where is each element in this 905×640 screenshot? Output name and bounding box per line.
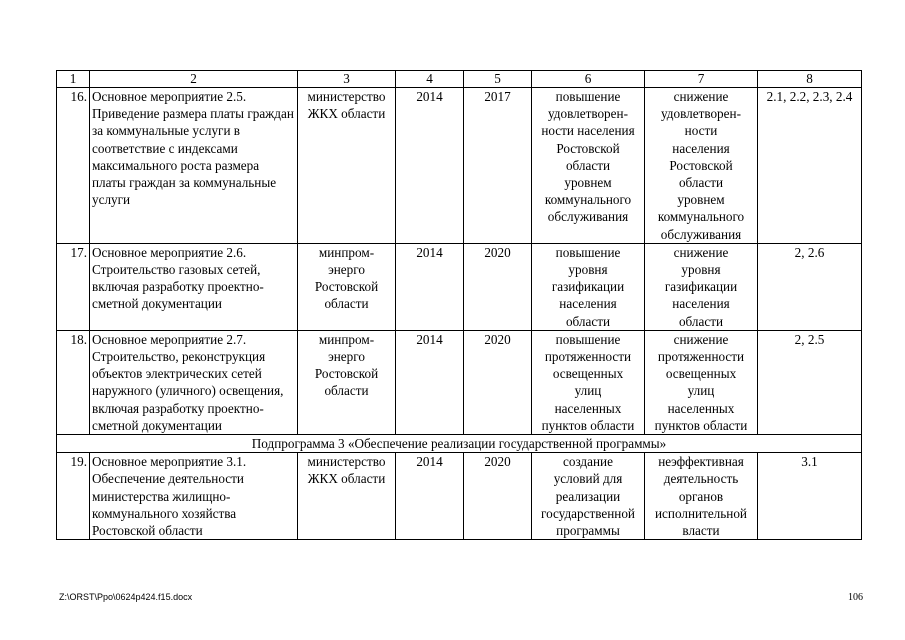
end-year: 2017 [464, 88, 532, 244]
responsible-executor: министерство ЖКХ области [298, 453, 396, 540]
responsible-executor: минпром- энерго Ростовской области [298, 330, 396, 434]
column-number: 7 [645, 71, 758, 88]
end-year: 2020 [464, 243, 532, 330]
non-implementation-consequence: снижение протяженности освещенных улиц населенных пунктов области [645, 330, 758, 434]
page-number: 106 [848, 592, 863, 603]
related-indicators: 3.1 [758, 453, 862, 540]
activity-name: Основное мероприятие 2.7. Строительство, реконструкция объектов электрических сетей наружного (уличного) освещения, включая разработку проектно-сметной документации [90, 330, 298, 434]
table-row [57, 453, 862, 540]
end-year: 2020 [464, 330, 532, 434]
table-row [57, 88, 862, 244]
column-number: 3 [298, 71, 396, 88]
table-row [57, 243, 862, 330]
column-number: 4 [396, 71, 464, 88]
column-number: 8 [758, 71, 862, 88]
activity-name: Основное мероприятие 3.1. Обеспечение деятельности министерства жилищно-коммунального хозяйства Ростовской области [90, 453, 298, 540]
column-number: 5 [464, 71, 532, 88]
column-number: 1 [57, 71, 90, 88]
column-number: 2 [90, 71, 298, 88]
start-year: 2014 [396, 88, 464, 244]
expected-result: создание условий для реализации государственной программы [532, 453, 645, 540]
document-file-path: Z:\ORST\Ppo\0624p424.f15.docx [59, 592, 193, 602]
related-indicators: 2.1, 2.2, 2.3, 2.4 [758, 88, 862, 244]
row-number: 18. [57, 330, 90, 434]
expected-result: повышение удовлетворен- ности населения Ростовской области уровнем коммунального обслуживания [532, 88, 645, 244]
start-year: 2014 [396, 330, 464, 434]
responsible-executor: министерство ЖКХ области [298, 88, 396, 244]
row-number: 17. [57, 243, 90, 330]
column-number: 6 [532, 71, 645, 88]
activity-name: Основное мероприятие 2.5. Приведение размера платы граждан за коммунальные услуги в соответствие с индексами максимального роста размера платы граждан за коммунальные услуги [90, 88, 298, 244]
subprogram-row [57, 435, 862, 453]
program-activities-table [56, 70, 862, 540]
non-implementation-consequence: неэффективная деятельность органов исполнительной власти [645, 453, 758, 540]
start-year: 2014 [396, 453, 464, 540]
row-number: 19. [57, 453, 90, 540]
related-indicators: 2, 2.5 [758, 330, 862, 434]
row-number: 16. [57, 88, 90, 244]
non-implementation-consequence: снижение удовлетворен- ности населения Ростовской области уровнем коммунального обслуживания [645, 88, 758, 244]
expected-result: повышение уровня газификации населения области [532, 243, 645, 330]
responsible-executor: минпром- энерго Ростовской области [298, 243, 396, 330]
subprogram-title: Подпрограмма 3 «Обеспечение реализации государственной программы» [57, 435, 862, 453]
end-year: 2020 [464, 453, 532, 540]
non-implementation-consequence: снижение уровня газификации населения области [645, 243, 758, 330]
related-indicators: 2, 2.6 [758, 243, 862, 330]
table-row [57, 330, 862, 434]
start-year: 2014 [396, 243, 464, 330]
expected-result: повышение протяженности освещенных улиц населенных пунктов области [532, 330, 645, 434]
activity-name: Основное мероприятие 2.6. Строительство газовых сетей, включая разработку проектно-сметной документации [90, 243, 298, 330]
column-number-row [57, 71, 862, 88]
